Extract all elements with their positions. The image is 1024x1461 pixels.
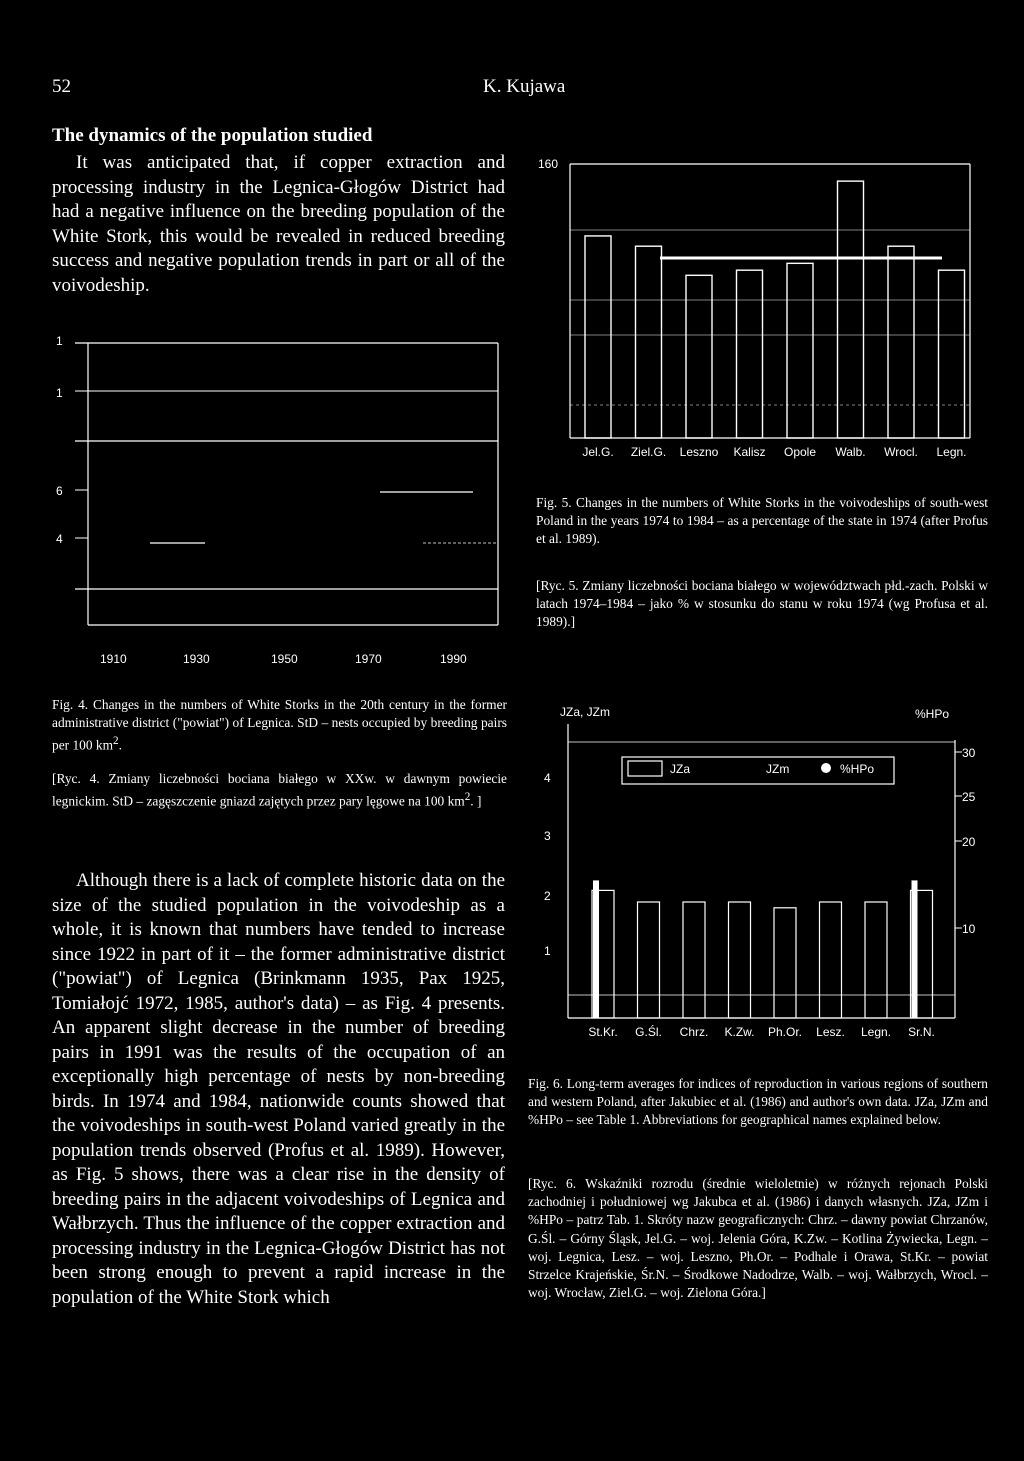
fig6-bar: [638, 902, 660, 1018]
fig6-right-tick: 10: [962, 922, 976, 936]
fig5-chart: [530, 150, 985, 465]
fig6-bar: [820, 902, 842, 1018]
fig6-left-tick: 2: [544, 889, 551, 903]
fig6-bar: [774, 908, 796, 1018]
fig6-category-label: Sr.N.: [908, 1025, 935, 1039]
fig4-ytick: 1: [56, 386, 63, 400]
fig4-xtick: 1910: [100, 652, 127, 666]
fig6-right-tick: 20: [962, 835, 976, 849]
fig5-caption-en: Fig. 5. Changes in the numbers of White Storks in the voivodeships of south-west Poland in the years 1974 to 1984 – as a percentage of the state in 1974 (after Profus et al. 1989).: [536, 495, 988, 547]
fig5-category-label: Jel.G.: [582, 445, 614, 459]
fig6-bars: [592, 880, 933, 1018]
fig4-chart: [40, 325, 510, 670]
fig6-right-axis-title: %HPo: [915, 707, 950, 721]
fig5-bar: [585, 236, 611, 438]
fig5-category-label: Leszno: [679, 445, 719, 459]
fig6-legend-swatch-jza: [628, 761, 662, 776]
fig6-category-labels: [588, 1024, 935, 1039]
fig5-category-label: Walb.: [835, 445, 866, 459]
fig5-ytick: 160: [538, 157, 559, 171]
fig6-category-label: Legn.: [860, 1025, 892, 1039]
section-heading: The dynamics of the population studied: [52, 125, 373, 146]
fig5-bar: [787, 263, 813, 438]
fig4-caption-pl-end: . ]: [470, 793, 482, 809]
fig5-category-label: Opole: [783, 445, 817, 459]
fig5-category-labels: [582, 445, 966, 459]
fig4-xtick: 1930: [183, 652, 210, 666]
fig5-bars: [585, 181, 965, 438]
fig6-category-label: St.Kr.: [588, 1025, 618, 1039]
page-number: 52: [52, 76, 71, 97]
fig6-caption-pl: [Ryc. 6. Wskaźniki rozrodu (średnie wieloletnie) w różnych rejonach Polski zachodniej i południowej wg Jakubca et al. (1986) i danych własnych. JZa, JZm i %HPo – patrz Tab. 1. Skróty nazw geograficznych: Chrz. – dawny powiat Chrzanów, G.Śl. – Górny Śląsk, Jel.G. – woj. Jelenia Góra, K.Zw. – Kotlina Żywiecka, Legn. – woj. Legnica, Lesz. – woj. Leszno, Ph.Or. – Podhale i Orawa, St.Kr. – powiat Strzelce Krajeńskie, Śr.N. – Środkowe Nadodrze, Walb. – woj. Wałbrzych, Wrocl. – woj. Wrocław, Ziel.G. – woj. Zielona Góra.]: [528, 1176, 988, 1301]
fig4-caption-pl-sup: 2: [464, 791, 471, 804]
fig4-caption-en-text: Fig. 4. Changes in the numbers of White Storks in the 20th century in the former administrative district ("powiat") of Legnica. StD – nests occupied by breeding pairs per 100 km: [52, 697, 507, 753]
fig4-xtick: 1950: [271, 652, 298, 666]
fig6-left-tick: 4: [544, 771, 551, 785]
fig6-category-label: Chrz.: [679, 1025, 709, 1039]
fig6-highlight-bar: [593, 880, 599, 1018]
running-head: K. Kujawa: [483, 76, 566, 97]
fig4-ytick: 1: [56, 334, 63, 348]
fig6-legend-jzm: JZm: [766, 762, 790, 776]
fig6-legend-marker-hpo: [821, 763, 831, 773]
fig4-caption-en-sup: 2: [113, 735, 119, 748]
fig5-category-label: Ziel.G.: [630, 445, 667, 459]
fig4-xtick: 1970: [355, 652, 382, 666]
paragraph-2: Although there is a lack of complete historic data on the size of the studied population in the voivodeship as a whole, it is known that numbers have tended to increase since 1922 in part of it – the former administrative district ("powiat") of Legnica (Brinkmann 1935, Pax 1925, Tomiałojć 1972, 1985, author's data) – as Fig. 4 presents. An apparent slight decrease in the number of breeding pairs in 1991 was the results of the occupation of an exceptionally high percentage of nests by non-breeding birds. In 1974 and 1984, nationwide counts showed that the voivodeships in south-west Poland varied greatly in the population trends observed (Profus et al. 1989). However, as Fig. 5 shows, there was a clear rise in the density of breeding pairs in the adjacent voivodeships of Legnica and Wałbrzych. Thus the influence of the copper extraction and processing industry in the Legnica-Głogów District has not been strong enough to prevent a rapid increase in the population of the White Stork which: [52, 870, 505, 1308]
fig6-category-label: Ph.Or.: [767, 1025, 803, 1039]
fig5-category-label: Wrocl.: [884, 445, 918, 459]
fig6-left-tick: 3: [544, 829, 551, 843]
fig5-bar: [939, 270, 965, 438]
fig4-ytick: 4: [56, 532, 63, 546]
fig4-caption-pl-text: [Ryc. 4. Zmiany liczebności bociana białego w XXw. w dawnym powiecie legnickim. StD – zagęszczenie gniazd zajętych przez pary lęgowe na 100 km: [52, 771, 507, 809]
fig6-right-tick: 25: [962, 790, 976, 804]
fig4-caption-pl: [52, 770, 507, 811]
fig6-category-label: K.Zw.: [724, 1025, 755, 1039]
fig4-caption-en-end: .: [118, 737, 122, 753]
fig5-caption-pl: [Ryc. 5. Zmiany liczebności bociana białego w województwach płd.-zach. Polski w latach 1974–1984 – jako % w stosunku do stanu w roku 1974 (wg Profusa et al. 1989).]: [536, 578, 988, 630]
fig4-ytick: 6: [56, 484, 63, 498]
fig6-chart: [530, 700, 990, 1045]
fig5-category-label: Kalisz: [733, 445, 766, 459]
fig4-caption-en: [52, 696, 507, 755]
fig6-bar: [729, 902, 751, 1018]
paragraph-1: It was anticipated that, if copper extraction and processing industry in the Legnica-Głogów District had had a negative influence on the breeding population of the White Stork, this would be revealed in reduced breeding success and negative population trends in part or all of the voivodeship.: [52, 152, 505, 296]
fig4-xtick: 1990: [440, 652, 467, 666]
fig6-category-label: G.Śl.: [635, 1025, 662, 1039]
fig6-highlight-bar: [912, 880, 918, 1018]
fig6-category-label: Lesz.: [816, 1025, 845, 1039]
fig6-right-tick: 30: [962, 746, 976, 760]
fig5-bar: [636, 246, 662, 438]
fig6-legend-hpo: %HPo: [840, 762, 875, 776]
fig6-legend-jza: JZa: [670, 762, 691, 776]
fig6-bar: [865, 902, 887, 1018]
fig6-left-tick: 1: [544, 944, 551, 958]
fig5-bar: [838, 181, 864, 438]
fig5-category-label: Legn.: [936, 445, 967, 459]
fig6-left-axis-title: JZa, JZm: [560, 705, 610, 719]
fig5-bar: [737, 270, 763, 438]
fig5-bar: [888, 246, 914, 438]
fig6-bar: [683, 902, 705, 1018]
fig6-caption-en: Fig. 6. Long-term averages for indices of reproduction in various regions of southern and western Poland, after Jakubiec et al. (1986) and author's own data. JZa, JZm and %HPo – see Table 1. Abbreviations for geographical names explained below.: [528, 1076, 988, 1128]
